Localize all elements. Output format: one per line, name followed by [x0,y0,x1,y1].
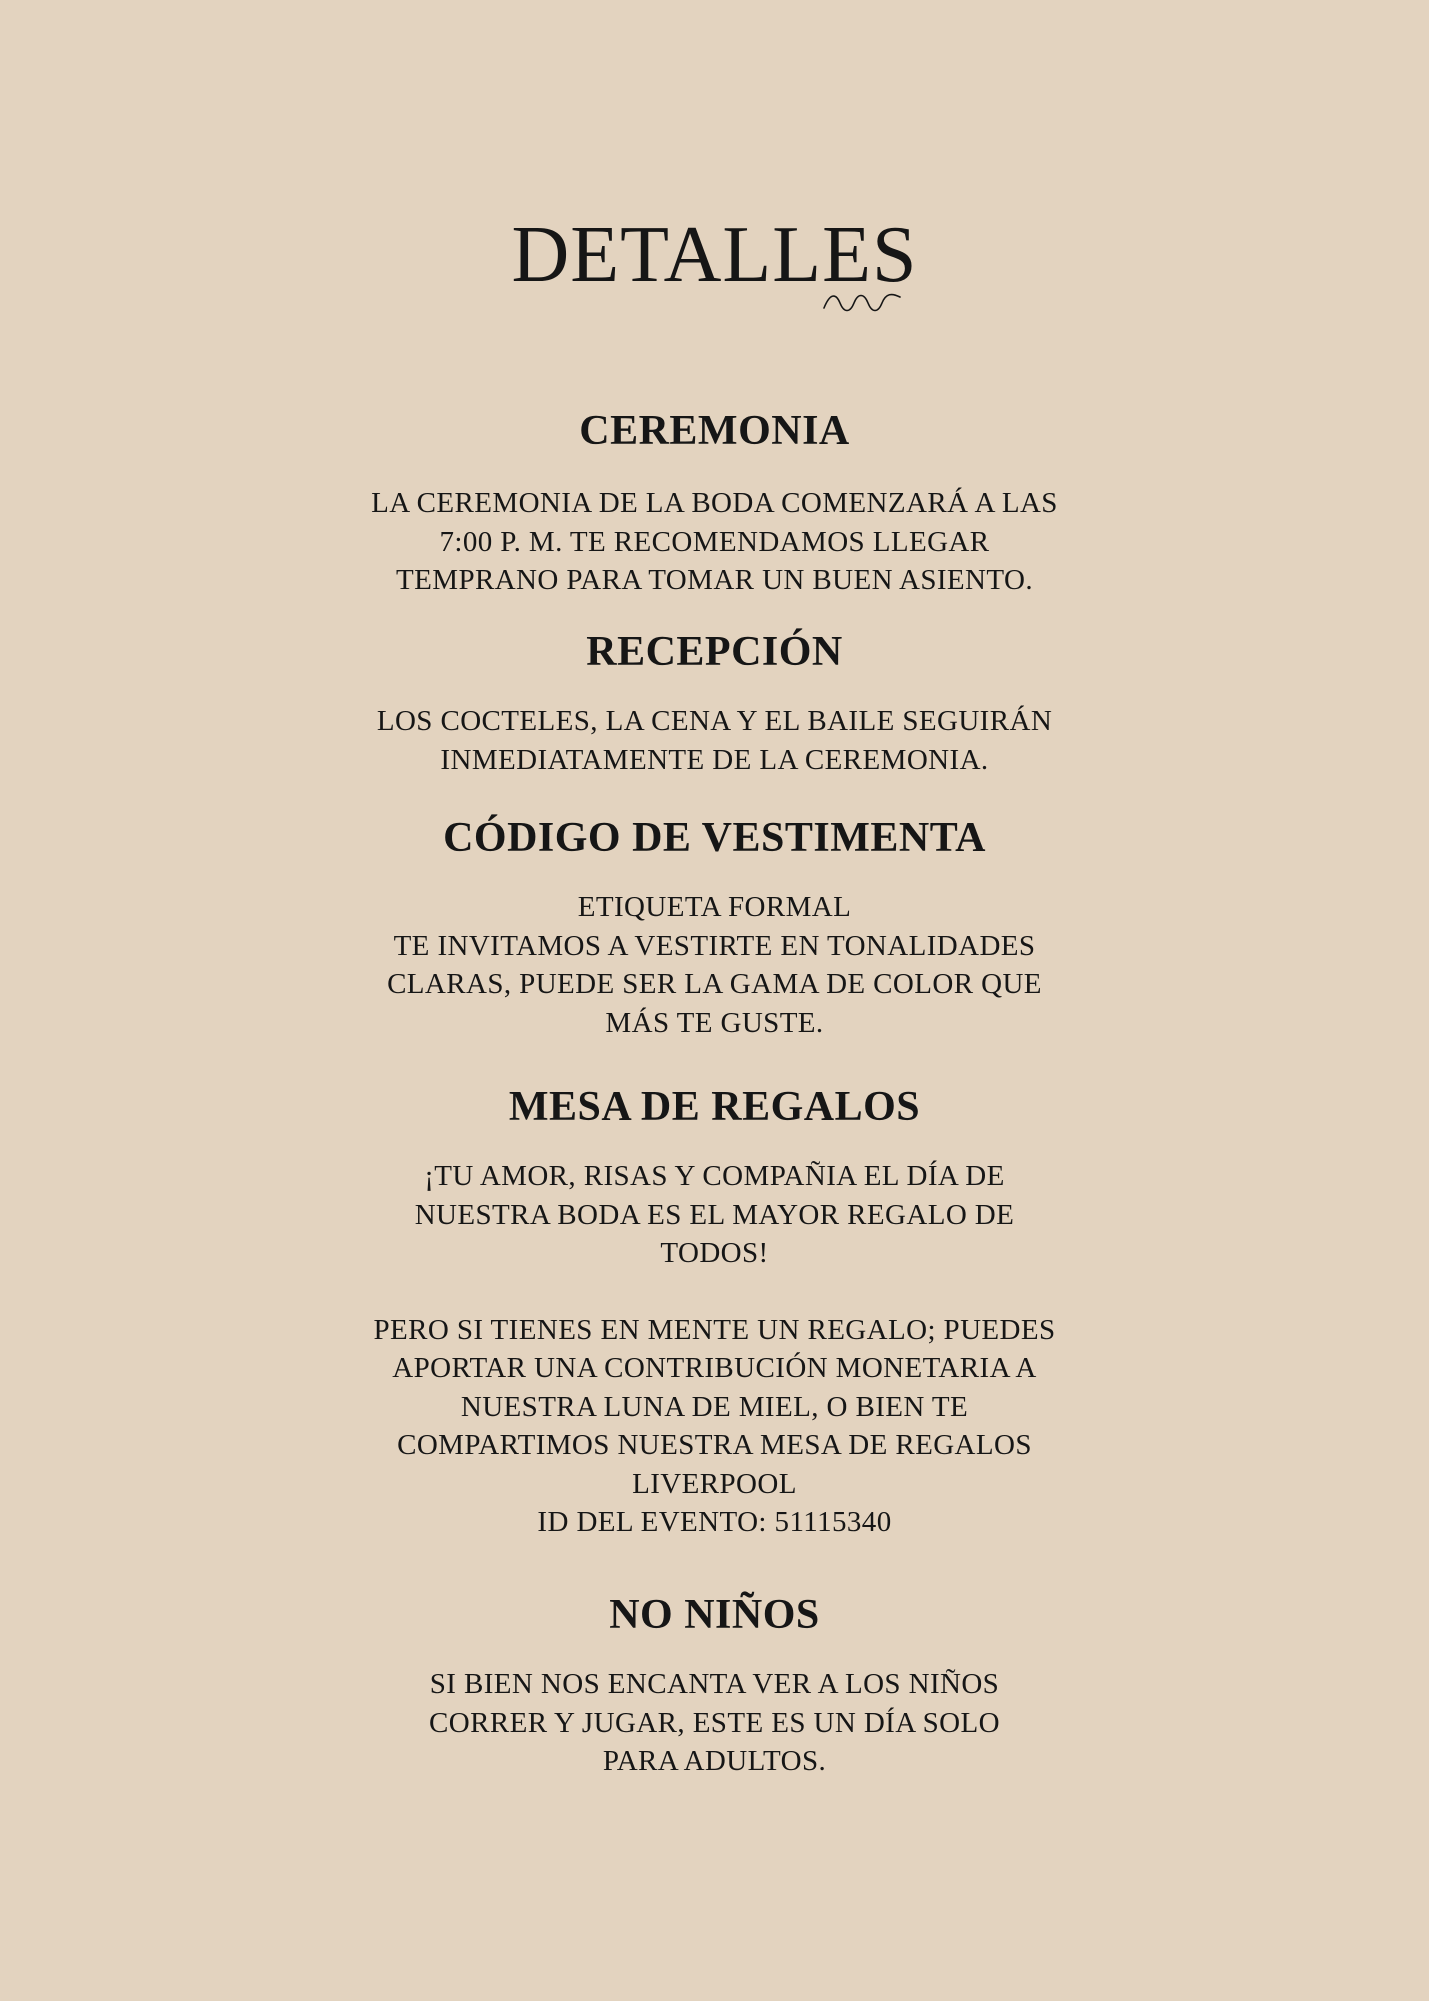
reception-text [200,702,1229,779]
dress-code-line: TE INVITAMOS A VESTIRTE EN TONALIDADES [393,929,1036,962]
reception-line: INMEDIATAMENTE DE LA CEREMONIA. [440,743,989,776]
no-children-text [200,1665,1229,1781]
gift-registry-section [200,1077,1229,1542]
no-children-line: PARA ADULTOS. [602,1745,827,1777]
section-heading-ceremony: CEREMONIA [579,408,850,454]
dress-code-section [200,808,1229,1042]
ceremony-line: TEMPRANO PARA TOMAR UN BUEN ASIENTO. [396,564,1033,596]
dress-code-line: ETIQUETA FORMAL [577,891,852,923]
reception-line: LOS COCTELES, LA CENA Y EL BAILE SEGUIRÁN [376,705,1053,737]
dress-code-text [200,888,1229,1042]
gift-registry-line: APORTAR UNA CONTRIBUCIÓN MONETARIA A [392,1352,1037,1384]
gift-registry-line: COMPARTIMOS NUESTRA MESA DE REGALOS [397,1429,1032,1461]
section-heading-dress-code: CÓDIGO DE VESTIMENTA [443,815,986,861]
no-children-section [200,1585,1229,1781]
no-children-line: SI BIEN NOS ENCANTA VER A LOS NIÑOS [429,1668,1000,1700]
event-id-line: ID DEL EVENTO: 51115340 [537,1506,892,1538]
gift-registry-line: ¡TU AMOR, RISAS Y COMPAÑIA EL DÍA DE [424,1160,1005,1192]
gift-registry-line: NUESTRA BODA ES EL MAYOR REGALO DE [414,1198,1015,1231]
gift-registry-line: NUESTRA LUNA DE MIEL, O BIEN TE [460,1390,969,1423]
gift-registry-line: TODOS! [660,1237,769,1269]
dress-code-line: MÁS TE GUSTE. [605,1006,824,1039]
ceremony-line: LA CEREMONIA DE LA BODA COMENZARÁ A LAS [371,487,1058,519]
squiggle-ornament-icon [822,291,902,315]
page-title: DETALLES [511,211,918,299]
section-heading-reception: RECEPCIÓN [586,629,843,675]
reception-section [200,622,1229,779]
gift-registry-text [200,1157,1229,1542]
ceremony-section [200,401,1229,600]
gift-registry-line: PERO SI TIENES EN MENTE UN REGALO; PUEDES [373,1313,1056,1346]
section-heading-no-children: NO NIÑOS [609,1592,820,1638]
ceremony-line: 7:00 P. M. TE RECOMENDAMOS LLEGAR [439,525,990,558]
no-children-line: CORRER Y JUGAR, ESTE ES UN DÍA SOLO [429,1706,1000,1739]
dress-code-line: CLARAS, PUEDE SER LA GAMA DE COLOR QUE [387,968,1042,1000]
section-heading-gift-registry: MESA DE REGALOS [508,1084,921,1130]
ceremony-text [200,484,1229,600]
gift-registry-line: LIVERPOOL [632,1467,797,1500]
